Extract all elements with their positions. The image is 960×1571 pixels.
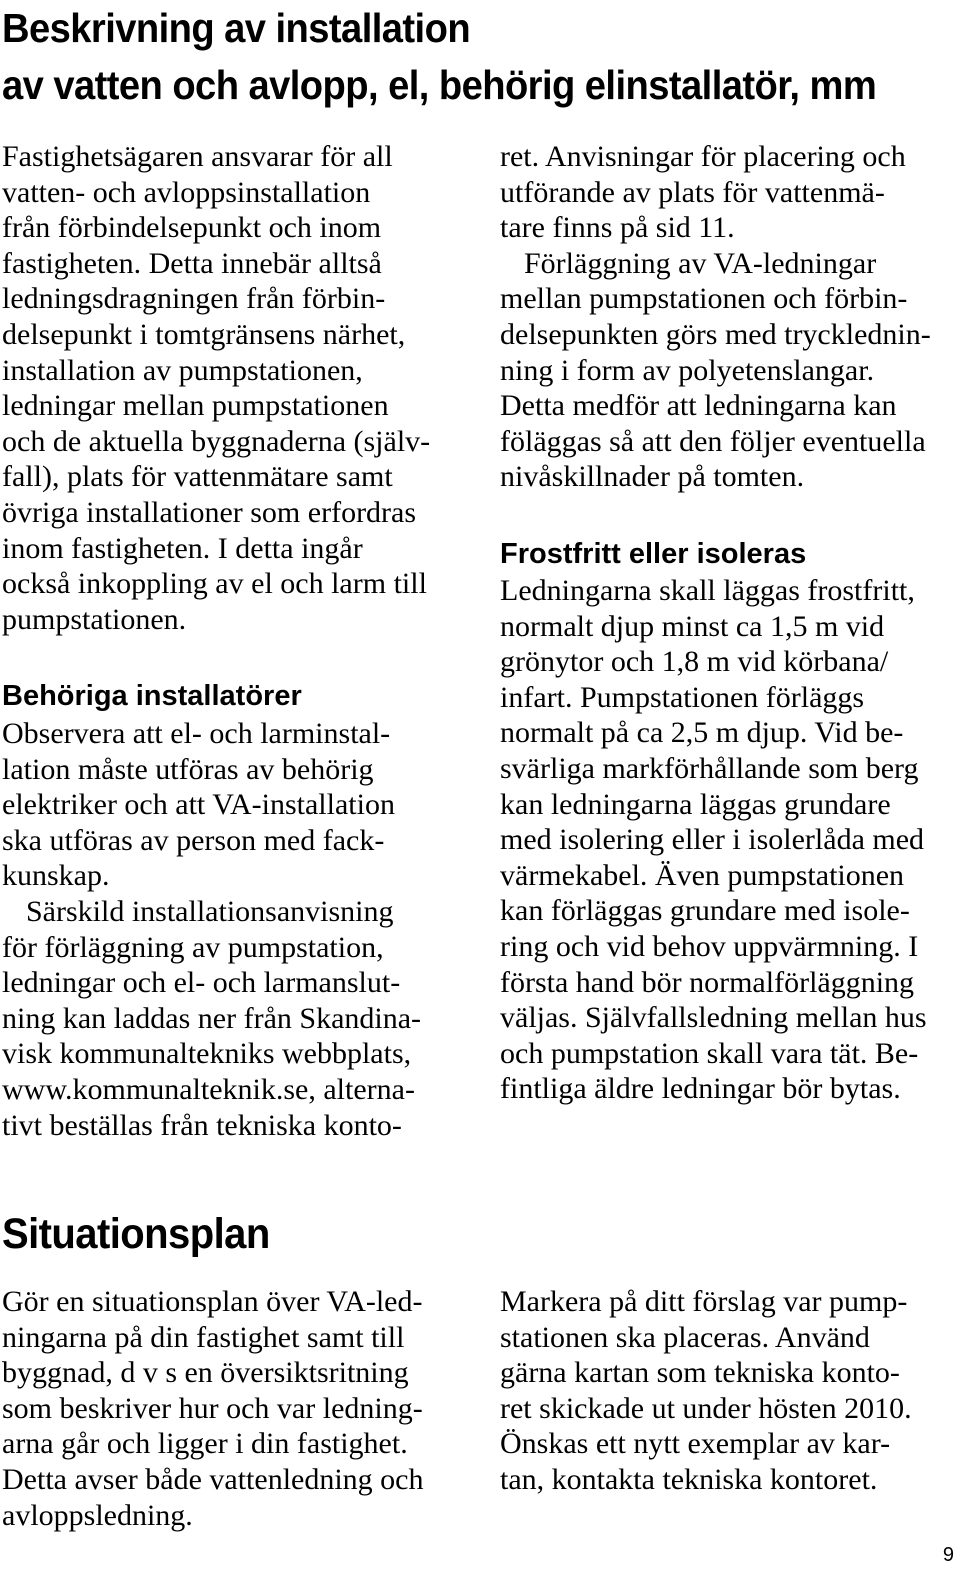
situation-right-paragraph: [500, 1284, 956, 1498]
text-line: arna går och ligger i din fastighet.: [2, 1427, 408, 1461]
text-line: stationen ska placeras. Använd: [500, 1320, 870, 1354]
installers-heading: Behöriga installatörer: [2, 680, 302, 712]
text-line: Ledningarna skall läggas frostfritt,: [500, 574, 915, 607]
text-line: mellan pumpstationen och förbin-: [500, 282, 908, 316]
text-line: ningarna på din fastighet samt till: [2, 1320, 405, 1354]
text-line: avloppsledning.: [2, 1498, 193, 1532]
right-column: [500, 139, 956, 495]
continuation-paragraph: [500, 139, 956, 246]
text-line: inom fastigheten. I detta ingår: [2, 531, 363, 565]
text-line: övriga installationer som erfordras: [2, 495, 417, 529]
text-line: ska utföras av person med fack-: [2, 823, 385, 857]
text-line: föläggas så att den följer eventuella: [500, 424, 926, 458]
page-title-line-1: Beskrivning av installation: [2, 5, 471, 51]
text-line: Markera på ditt förslag var pump-: [500, 1285, 908, 1318]
text-line: installation av pumpstationen,: [2, 353, 363, 387]
text-line: ning i form av polyetenslangar.: [500, 353, 875, 387]
situation-left-column: [2, 1284, 472, 1533]
situation-right-column: [500, 1284, 956, 1498]
text-line: grönytor och 1,8 m vid körbana/: [500, 645, 889, 679]
text-line: pumpstationen.: [2, 602, 187, 636]
text-line: väljas. Självfallsledning mellan hus: [500, 1001, 927, 1035]
text-line: kunskap.: [2, 859, 110, 893]
text-line: Detta avser både vattenledning och: [2, 1462, 424, 1496]
text-line: ledningsdragningen från förbin-: [2, 282, 386, 316]
text-line: svärliga markförhållande som berg: [500, 751, 919, 785]
text-line: vatten- och avloppsinstallation: [2, 175, 371, 209]
text-line: ledningar och el- och larmanslut-: [2, 966, 401, 1000]
page-title: [2, 0, 886, 114]
text-line: Särskild installationsanvisning: [26, 894, 394, 928]
text-line: lation måste utföras av behörig: [2, 752, 374, 786]
text-line: visk kommunaltekniks webbplats,: [2, 1037, 412, 1071]
text-line: Observera att el- och larminstal-: [2, 717, 391, 750]
text-line: delsepunkt i tomtgränsens närhet,: [2, 317, 406, 351]
pipes-paragraph: [500, 246, 956, 495]
text-line: Fastighetsägaren ansvarar för all: [2, 140, 393, 173]
text-line: Önskas ett nytt exemplar av kar-: [500, 1427, 891, 1461]
text-line: tan, kontakta tekniska kontoret.: [500, 1462, 878, 1496]
text-line: nivåskillnader på tomten.: [500, 460, 805, 494]
text-line: ring och vid behov uppvärmning. I: [500, 929, 919, 963]
text-line: med isolering eller i isolerlåda med: [500, 823, 925, 857]
text-line: Förläggning av VA-ledningar: [524, 246, 877, 280]
text-line: från förbindelsepunkt och inom: [2, 211, 382, 245]
text-line: värmekabel. Även pumpstationen: [500, 858, 905, 892]
text-line: ledningar mellan pumpstationen: [2, 389, 389, 423]
text-line: gärna kartan som tekniska konto-: [500, 1356, 900, 1390]
text-line: normalt djup minst ca 1,5 m vid: [500, 609, 885, 643]
installers-paragraph: [2, 716, 472, 894]
text-line: ning kan laddas ner från Skandina-: [2, 1001, 422, 1035]
frost-section: [500, 573, 956, 1107]
text-line: som beskriver hur och var ledning-: [2, 1391, 423, 1425]
text-line: kan förläggas grundare med isole-: [500, 894, 910, 928]
situation-title: Situationsplan: [2, 1210, 270, 1258]
text-line: fintliga äldre ledningar bör bytas.: [500, 1072, 901, 1106]
page-number: 9: [942, 1544, 954, 1566]
text-line: infart. Pumpstationen förläggs: [500, 680, 865, 714]
left-column: [2, 139, 472, 637]
text-line: utförande av plats för vattenmä-: [500, 175, 885, 209]
text-line: normalt på ca 2,5 m djup. Vid be-: [500, 716, 904, 750]
text-line: ret. Anvisningar för placering och: [500, 140, 906, 173]
text-line: delsepunkten görs med trycklednin-: [500, 317, 931, 351]
text-line: tivt beställas från tekniska konto-: [2, 1108, 402, 1142]
text-line: också inkoppling av el och larm till: [2, 567, 427, 601]
instructions-paragraph: [2, 894, 472, 1143]
text-line: www.kommunalteknik.se, alterna-: [2, 1072, 415, 1106]
page-title-line-2: av vatten och avlopp, el, behörig elinstallatör, mm: [2, 62, 877, 108]
installers-section: [2, 716, 472, 1143]
intro-paragraph: [2, 139, 472, 637]
text-line: och pumpstation skall vara tät. Be-: [500, 1036, 919, 1070]
text-line: fall), plats för vattenmätare samt: [2, 460, 393, 494]
text-line: första hand bör normalförläggning: [500, 965, 915, 999]
text-line: för förläggning av pumpstation,: [2, 930, 384, 964]
frost-heading: Frostfritt eller isoleras: [500, 538, 807, 570]
text-line: Gör en situationsplan över VA-led-: [2, 1285, 423, 1318]
text-line: och de aktuella byggnaderna (själv-: [2, 424, 431, 458]
text-line: fastigheten. Detta innebär alltså: [2, 246, 382, 280]
text-line: byggnad, d v s en översiktsritning: [2, 1356, 409, 1390]
text-line: elektriker och att VA-installation: [2, 788, 395, 822]
text-line: kan ledningarna läggas grundare: [500, 787, 891, 821]
text-line: ret skickade ut under hösten 2010.: [500, 1391, 912, 1425]
frost-paragraph: [500, 573, 956, 1107]
text-line: Detta medför att ledningarna kan: [500, 389, 897, 423]
text-line: tare finns på sid 11.: [500, 211, 735, 245]
situation-left-paragraph: [2, 1284, 472, 1533]
